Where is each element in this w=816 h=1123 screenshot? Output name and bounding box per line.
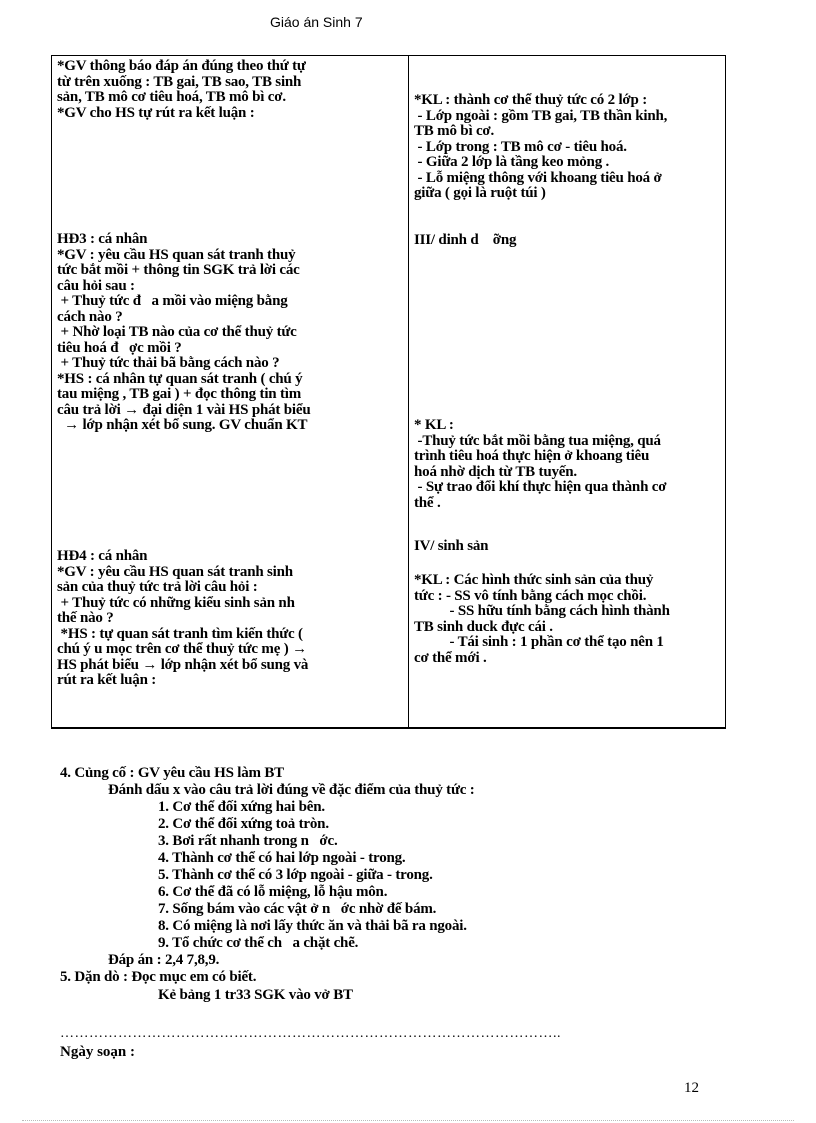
left-block-answer-announcement: *GV thông báo đáp án đúng theo thứ tự từ trên xuống : TB gai, TB sao, TB sinh sản, TB mô cơ tiêu hoá, TB mô bì cơ. *GV cho HS tự rút ra kết luận : [57,58,306,121]
answer-key: Đáp án : 2,4 7,8,9. [108,952,220,968]
left-block-activity-4: HĐ4 : cá nhân *GV : yêu cầu HS quan sát tranh sinh sản của thuỷ tức trả lời câu hỏi : + Thuỷ tức có những kiểu sinh sản nh thế nào ? *HS : tự quan sát tranh tìm kiến thức ( chú ý u mọc trên cơ thể thuỷ tức mẹ ) → HS phát biểu → lớp nhận xét bổ sung và rút ra kết luận : [57,548,309,688]
preparation-date-label: Ngày soạn : [60,1044,136,1060]
list-item: 7. Sống bám vào các vật ở n ớc nhờ đế bám. [158,901,437,917]
page-bottom-border [22,1120,794,1121]
list-item: 2. Cơ thể đối xứng toả tròn. [158,816,329,832]
lesson-table [51,55,726,729]
right-block-body-wall-conclusion: *KL : thành cơ thể thuỷ tức có 2 lớp : - Lớp ngoài : gồm TB gai, TB thần kinh, TB mô bì cơ. - Lớp trong : TB mô cơ - tiêu hoá. - Giữa 2 lớp là tầng keo mỏng . - Lỗ miệng thông với khoang tiêu hoá ở giữa ( gọi là ruột túi ) [414,92,668,201]
left-block-activity-3: HĐ3 : cá nhân *GV : yêu cầu HS quan sát tranh thuỷ tức bắt mồi + thông tin SGK trả lời các câu hỏi sau : + Thuỷ tức đ a mồi vào miệng bằng cách nào ? + Nhờ loại TB nào của cơ thể thuỷ tức tiêu hoá đ ợc mồi ? + Thuỷ tức thải bã bằng cách nào ? *HS : cá nhân tự quan sát tranh ( chú ý tau miệng , TB gai ) + đọc thông tin tìm câu trả lời → đại diện 1 vài HS phát biểu → lớp nhận xét bổ sung. GV chuẩn KT [57,231,311,433]
page-number: 12 [684,1080,699,1096]
right-block-nutrition-conclusion: * KL : -Thuỷ tức bắt mồi bằng tua miệng, quá trình tiêu hoá thực hiện ở khoang tiêu hoá nhờ dịch từ TB tuyến. - Sự trao đổi khí thực hiện qua thành cơ thể . [414,417,667,511]
list-item: 6. Cơ thể đã có lỗ miệng, lỗ hậu môn. [158,884,388,900]
consolidation-heading: 4. Củng cố : GV yêu cầu HS làm BT [60,765,284,781]
homework-task: Kẻ bảng 1 tr33 SGK vào vở BT [158,987,353,1003]
right-heading-reproduction: IV/ sinh sản [414,538,489,554]
consolidation-instruction: Đánh dấu x vào câu trả lời đúng về đặc điểm của thuỷ tức : [108,782,475,798]
list-item: 9. Tổ chức cơ thể ch a chặt chẽ. [158,935,359,951]
right-block-reproduction-conclusion: *KL : Các hình thức sinh sản của thuỷ tức : - SS vô tính bằng cách mọc chồi. - SS hữu tính bằng cách hình thành TB sinh duck đực cái . - Tái sinh : 1 phần cơ thể tạo nên 1 cơ thể mới . [414,572,670,666]
list-item: 8. Có miệng là nơi lấy thức ăn và thải bã ra ngoài. [158,918,467,934]
dotted-separator: ………………………………………………………………………………………….. [60,1026,561,1041]
page-header-title: Giáo án Sinh 7 [270,14,363,30]
conclusions-column [408,56,725,727]
list-item: 1. Cơ thể đối xứng hai bên. [158,799,325,815]
list-item: 5. Thành cơ thể có 3 lớp ngoài - giữa - trong. [158,867,433,883]
list-item: 3. Bơi rất nhanh trong n ớc. [158,833,338,849]
list-item: 4. Thành cơ thể có hai lớp ngoài - trong. [158,850,406,866]
teacher-student-activities-column [52,56,409,727]
right-heading-nutrition: III/ dinh d ỡng [414,232,517,248]
homework-heading: 5. Dặn dò : Đọc mục em có biết. [60,969,257,985]
